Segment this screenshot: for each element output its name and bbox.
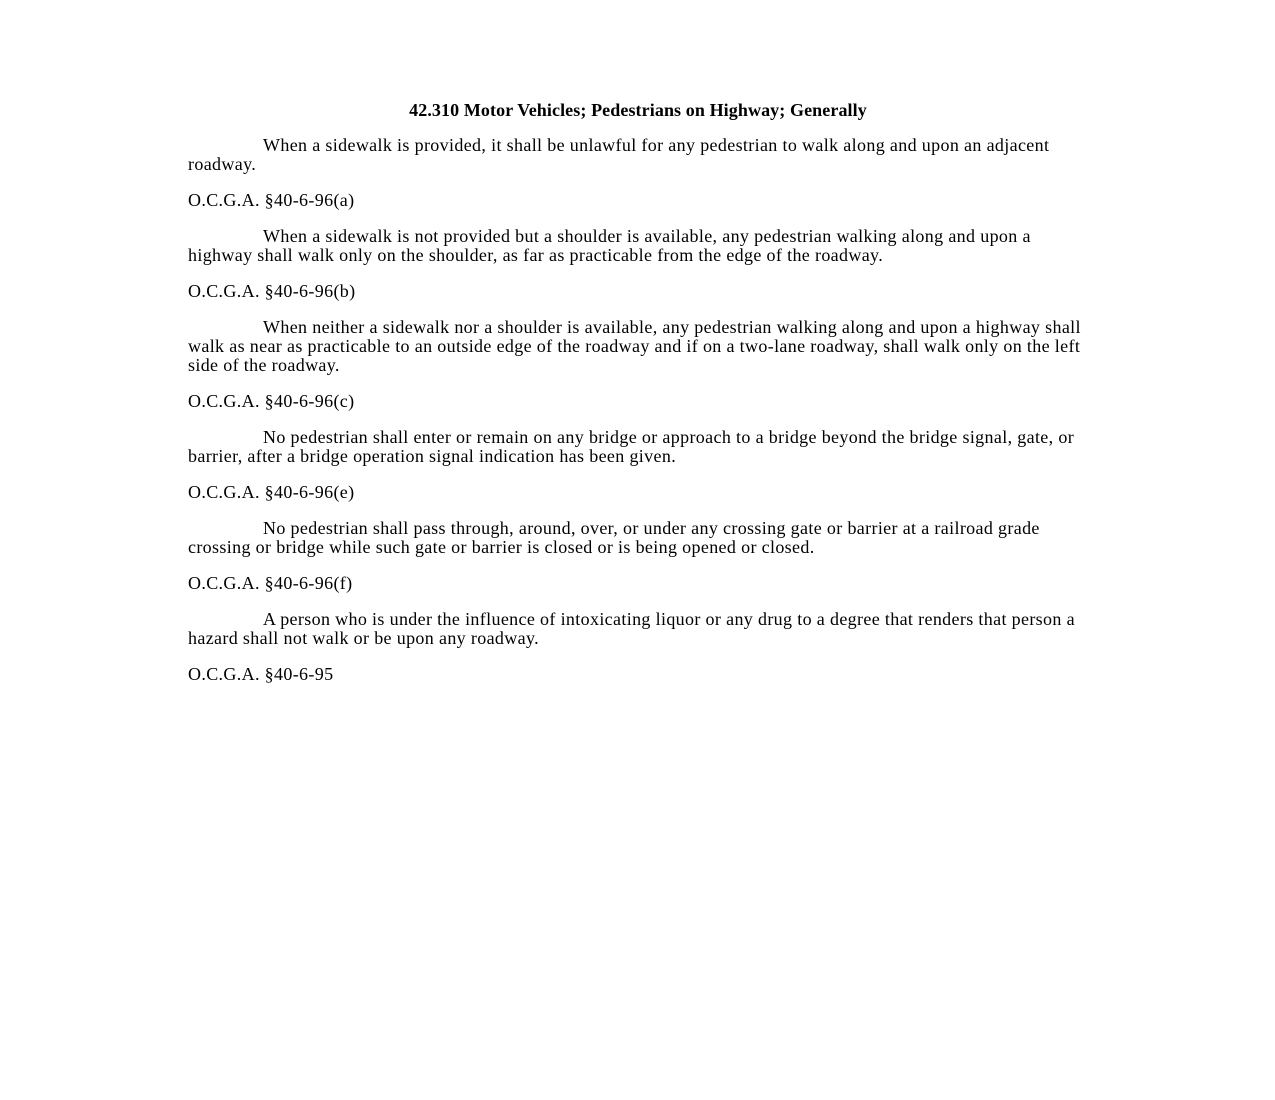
document-page: [188, 100, 1088, 701]
section-paragraph: When a sidewalk is provided, it shall be unlawful for any pedestrian to walk along and upon an adjacent roadway.: [188, 135, 1050, 174]
section-citation: O.C.G.A. §40-6-96(a): [188, 190, 355, 210]
section-paragraph: When neither a sidewalk nor a shoulder is available, any pedestrian walking along and upon a highway shall walk as near as practicable to an outside edge of the roadway and if on a two-lane roadway, shall walk only on the left side of the roadway.: [188, 317, 1081, 375]
section-paragraph: When a sidewalk is not provided but a shoulder is available, any pedestrian walking along and upon a highway shall walk only on the shoulder, as far as practicable from the edge of the roadway.: [188, 226, 1031, 265]
section-citation: O.C.G.A. §40-6-96(f): [188, 573, 353, 593]
section-citation: O.C.G.A. §40-6-95: [188, 664, 334, 684]
section-paragraph: A person who is under the influence of intoxicating liquor or any drug to a degree that renders that person a hazard shall not walk or be upon any roadway.: [188, 609, 1075, 648]
section-citation: O.C.G.A. §40-6-96(b): [188, 281, 356, 301]
document-title: 42.310 Motor Vehicles; Pedestrians on Highway; Generally: [409, 100, 867, 120]
section-paragraph: No pedestrian shall pass through, around, over, or under any crossing gate or barrier at a railroad grade crossing or bridge while such gate or barrier is closed or is being opened or closed.: [188, 518, 1040, 557]
section-citation: O.C.G.A. §40-6-96(c): [188, 391, 355, 411]
section-paragraph: No pedestrian shall enter or remain on any bridge or approach to a bridge beyond the bridge signal, gate, or barrier, after a bridge operation signal indication has been given.: [188, 427, 1075, 466]
section-citation: O.C.G.A. §40-6-96(e): [188, 482, 355, 502]
